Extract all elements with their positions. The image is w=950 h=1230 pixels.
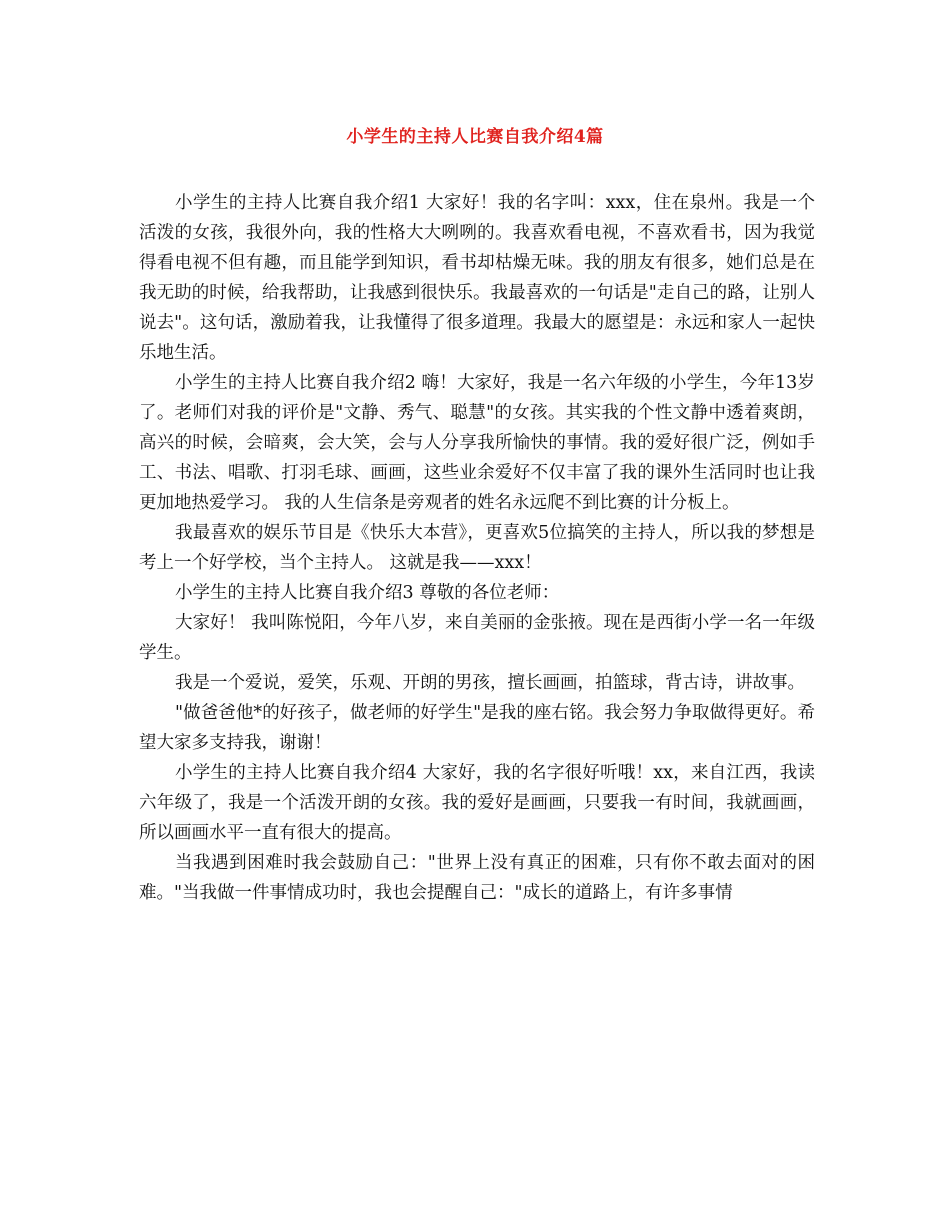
paragraph-intro-3-heading: 小学生的主持人比赛自我介绍3 尊敬的各位老师：	[175, 583, 560, 603]
paragraph-intro-1: 小学生的主持人比赛自我介绍1 大家好！我的名字叫：xxx，住在泉州。我是一个活泼的女孩，我很外向，我的性格大大咧咧的。我喜欢看电视，不喜欢看书，因为我觉得看电视不但有趣，而且能学到知识，看书却枯燥无味。我的朋友有很多，她们总是在我无助的时候，给我帮助，让我感到很快乐。我最喜欢的一句话是"走自己的路，让别人说去"。这句话，激励着我，让我懂得了很多道理。我最大的愿望是：永远和家人一起快乐地生活。	[139, 193, 815, 363]
paragraph-intro-2-continued: 我最喜欢的娱乐节目是《快乐大本营》，更喜欢5位搞笑的主持人，所以我的梦想是考上一个好学校，当个主持人。 这就是我——xxx！	[139, 523, 815, 573]
paragraph-intro-4-continued: 当我遇到困难时我会鼓励自己："世界上没有真正的困难，只有你不敢去面对的困难。"当我做一件事情成功时，我也会提醒自己："成长的道路上，有许多事情	[139, 853, 815, 903]
paragraph-intro-3-motto: "做爸爸他*的好孩子，做老师的好学生"是我的座右铭。我会努力争取做得更好。希望大家多支持我，谢谢！	[139, 703, 815, 753]
document-body	[139, 188, 815, 908]
paragraph-intro-3-hobbies: 我是一个爱说，爱笑，乐观、开朗的男孩，擅长画画，拍篮球，背古诗，讲故事。	[175, 673, 805, 693]
document-title: 小学生的主持人比赛自我介绍4篇	[346, 127, 604, 147]
paragraph-intro-2: 小学生的主持人比赛自我介绍2 嗨！大家好，我是一名六年级的小学生，今年13岁了。老师们对我的评价是"文静、秀气、聪慧"的女孩。其实我的个性文静中透着爽朗，高兴的时候，会暗爽，会大笑，会与人分享我所愉快的事情。我的爱好很广泛，例如手工、书法、唱歌、打羽毛球、画画，这些业余爱好不仅丰富了我的课外生活同时也让我更加地热爱学习。 我的人生信条是旁观者的姓名永远爬不到比赛的计分板上。	[139, 373, 815, 513]
paragraph-intro-3-greeting: 大家好！ 我叫陈悦阳，今年八岁，来自美丽的金张掖。现在是西街小学一名一年级学生。	[139, 613, 815, 663]
paragraph-intro-4: 小学生的主持人比赛自我介绍4 大家好，我的名字很好听哦！xx，来自江西，我读六年级了，我是一个活泼开朗的女孩。我的爱好是画画，只要我一有时间，我就画画，所以画画水平一直有很大的提高。	[139, 763, 815, 843]
